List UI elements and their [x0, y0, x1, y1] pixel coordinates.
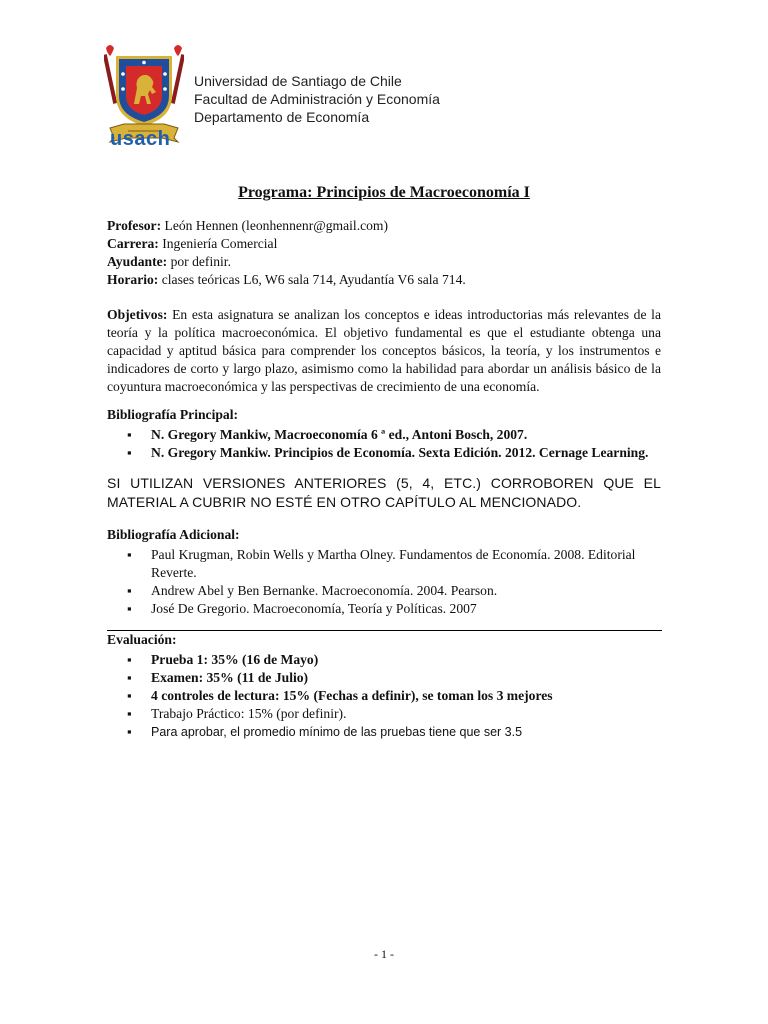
university-name: Universidad de Santiago de Chile	[194, 73, 402, 89]
schedule-value: clases teóricas L6, W6 sala 714, Ayudantía V6 sala 714.	[161, 272, 466, 287]
assistant-value: por definir.	[170, 254, 231, 269]
schedule-label: Horario:	[107, 272, 159, 287]
professor-value: León Hennen (leonhennenr@gmail.com)	[164, 218, 389, 233]
objectives-paragraph	[107, 306, 661, 396]
page-title: Programa: Principios de Macroeconomía I	[238, 184, 530, 201]
assistant-label: Ayudante:	[107, 254, 168, 269]
list-item: ▪ Andrew Abel y Ben Bernanke. Macroeconomía. 2004. Pearson.	[151, 582, 661, 600]
list-item: ▪ Trabajo Práctico: 15% (por definir).	[151, 705, 662, 723]
additional-bibliography-list	[107, 546, 661, 618]
evaluation-title: Evaluación:	[107, 632, 177, 647]
schedule-row	[107, 271, 661, 289]
career-row	[107, 235, 661, 253]
department-name: Departamento de Economía	[194, 109, 370, 125]
professor-label: Profesor:	[107, 218, 162, 233]
main-bibliography-title: Bibliografía Principal:	[107, 407, 239, 422]
faculty-name: Facultad de Administración y Economía	[194, 91, 440, 107]
list-item: ▪ N. Gregory Mankiw. Principios de Economía. Sexta Edición. 2012. Cernage Learning.	[151, 444, 661, 462]
list-item: ▪ José De Gregorio. Macroeconomía, Teoría y Políticas. 2007	[151, 600, 661, 618]
evaluation-section	[107, 630, 662, 741]
document-body	[107, 183, 661, 741]
list-item: ▪ Paul Krugman, Robin Wells y Martha Olney. Fundamentos de Economía. 2008. Editorial Reverte.	[151, 546, 661, 582]
version-notice: SI UTILIZAN VERSIONES ANTERIORES (5, 4, ETC.) CORROBOREN QUE EL MATERIAL A CUBRIR NO ESTÉ EN OTRO CAPÍTULO AL MENCIONADO.	[107, 475, 661, 510]
career-value: Ingeniería Comercial	[162, 236, 278, 251]
page-number: - 1 -	[374, 947, 394, 961]
main-bibliography-list	[107, 426, 661, 462]
assistant-row	[107, 253, 661, 271]
career-label: Carrera:	[107, 236, 159, 251]
list-item: ▪ Examen: 35% (11 de Julio)	[151, 669, 662, 687]
list-item: ▪ N. Gregory Mankiw, Macroeconomía 6 ª ed., Antoni Bosch, 2007.	[151, 426, 661, 444]
institution-block	[194, 72, 440, 126]
list-item: ▪ Para aprobar, el promedio mínimo de las pruebas tiene que ser 3.5	[151, 723, 662, 741]
logo-text: usach	[110, 128, 171, 150]
document-header	[104, 44, 664, 154]
evaluation-list	[107, 651, 662, 741]
list-item: ▪ 4 controles de lectura: 15% (Fechas a definir), se toman los 3 mejores	[151, 687, 662, 705]
professor-row	[107, 217, 661, 235]
list-item: ▪ Prueba 1: 35% (16 de Mayo)	[151, 651, 662, 669]
additional-bibliography-title: Bibliografía Adicional:	[107, 527, 240, 542]
objectives-label: Objetivos:	[107, 307, 168, 322]
objectives-text: En esta asignatura se analizan los conceptos e ideas introductorias más relevantes de la teoría y la política macroeconómica. El objetivo fundamental es que el estudiante obtenga una capacidad y aptitud básica para comprender los conceptos básicos, la teoría, y los instrumentos e indicadores de corto y largo plazo, asimismo como la habilidad para abordar un análisis básico de la coyuntura macroeconómica y las perspectivas de crecimiento de una economía.	[107, 307, 661, 394]
